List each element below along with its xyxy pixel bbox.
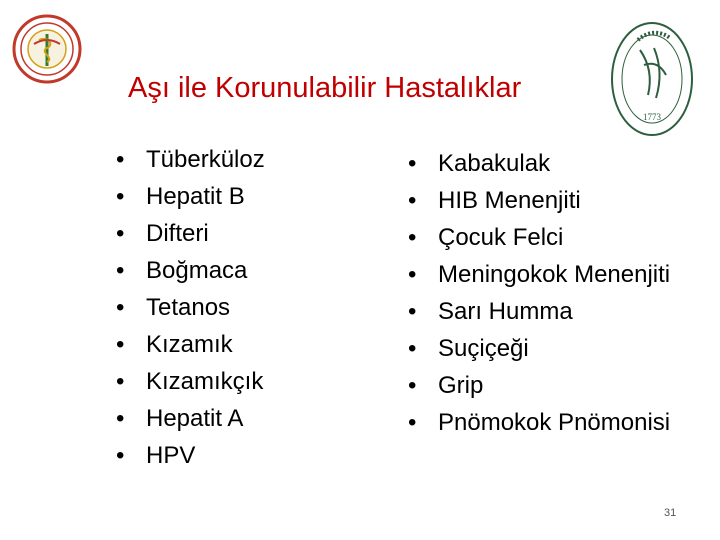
list-item: • Meningokok Menenjiti [408, 256, 670, 293]
list-item: • Boğmaca [116, 252, 265, 289]
university-seal-logo [610, 20, 694, 138]
list-item: • Hepatit A [116, 400, 265, 437]
left-disease-list [116, 141, 265, 474]
list-item: • Kızamık [116, 326, 265, 363]
list-item: • Hepatit B [116, 178, 265, 215]
slide-title: Aşı ile Korunulabilir Hastalıklar [128, 72, 522, 104]
society-logo [12, 14, 82, 84]
list-item: • Suçiçeği [408, 330, 670, 367]
list-item: • Kızamıkçık [116, 363, 265, 400]
list-item: • Grip [408, 367, 670, 404]
list-item: • Kabakulak [408, 145, 670, 182]
seal-year: 1773 [643, 112, 661, 122]
list-item: • HPV [116, 437, 265, 474]
list-item: • Tüberküloz [116, 141, 265, 178]
list-item: • Pnömokok Pnömonisi [408, 404, 670, 441]
page-number: 31 [664, 507, 677, 519]
list-item: • Çocuk Felci [408, 219, 670, 256]
list-item: • HIB Menenjiti [408, 182, 670, 219]
list-item: • Difteri [116, 215, 265, 252]
list-item: • Sarı Humma [408, 293, 670, 330]
right-disease-list [408, 145, 670, 441]
list-item: • Tetanos [116, 289, 265, 326]
